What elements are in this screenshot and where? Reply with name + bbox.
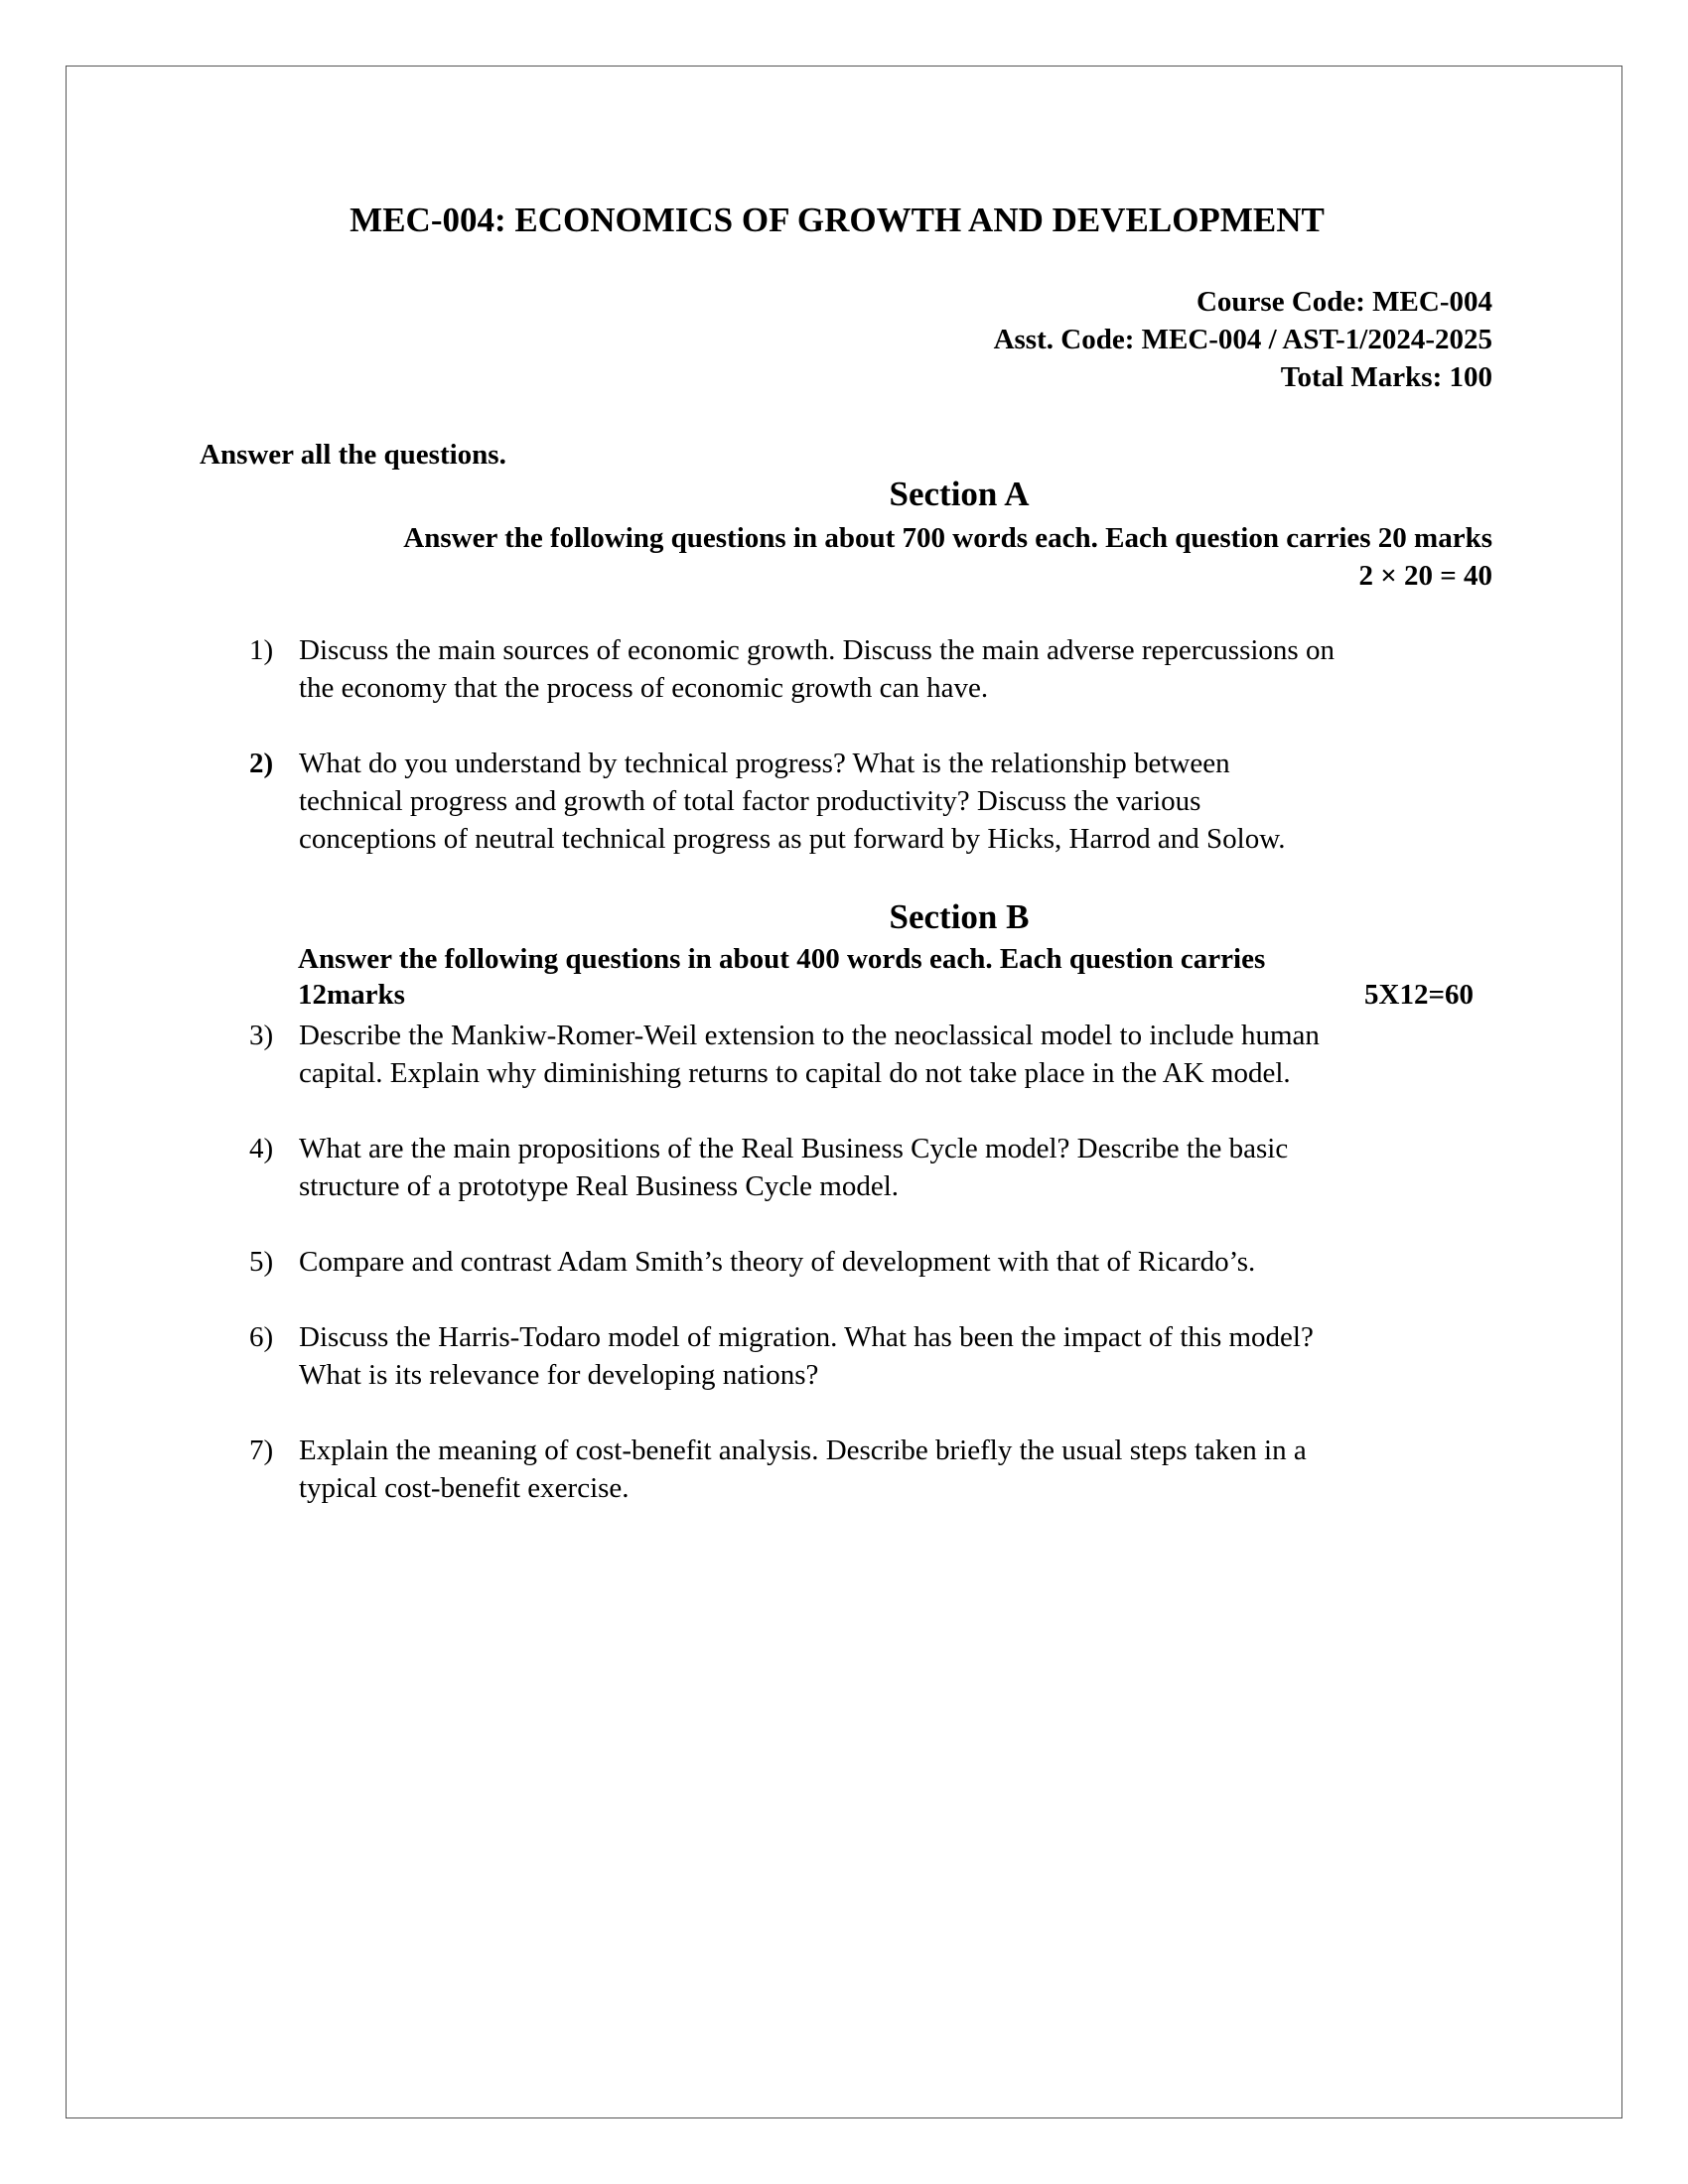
- question-line: What do you understand by technical progress? What is the relationship between: [299, 748, 1230, 779]
- question-text: [299, 1432, 1500, 1507]
- general-instruction: Answer all the questions.: [200, 439, 506, 471]
- section-a-instruction: Answer the following questions in about 700 words each. Each question carries 20 marks: [403, 522, 1492, 554]
- question-7: [249, 1432, 1500, 1507]
- question-3: [249, 1017, 1500, 1092]
- question-line: conceptions of neutral technical progress as put forward by Hicks, Harrod and Solow.: [299, 823, 1286, 855]
- question-line: Discuss the main sources of economic growth. Discuss the main adverse repercussions on: [299, 634, 1335, 666]
- section-a-marks: 2 × 20 = 40: [1358, 560, 1492, 592]
- question-text: [299, 631, 1500, 707]
- question-5: [249, 1243, 1500, 1281]
- section-b-instruction-marks-text: 12marks: [298, 979, 405, 1011]
- document-title: MEC-004: ECONOMICS OF GROWTH AND DEVELOPMENT: [350, 201, 1325, 239]
- section-b-instruction: Answer the following questions in about 400 words each. Each question carries: [298, 943, 1266, 975]
- question-line: Describe the Mankiw-Romer-Weil extension to the neoclassical model to include human: [299, 1020, 1320, 1051]
- question-line: Explain the meaning of cost-benefit analysis. Describe briefly the usual steps taken in a: [299, 1434, 1307, 1466]
- question-line: Compare and contrast Adam Smith’s theory of development with that of Ricardo’s.: [299, 1246, 1256, 1278]
- question-line: What is its relevance for developing nations?: [299, 1359, 819, 1391]
- section-b-instruction-line2: [298, 977, 1474, 1013]
- question-6: [249, 1318, 1500, 1394]
- assignment-meta: [994, 283, 1492, 396]
- question-number: 3): [249, 1020, 274, 1051]
- question-line: capital. Explain why diminishing returns to capital do not take place in the AK model.: [299, 1057, 1291, 1089]
- section-b-marks: 5X12=60: [1364, 979, 1474, 1011]
- course-code: Course Code: MEC-004: [1196, 286, 1492, 318]
- question-number: 1): [249, 634, 274, 666]
- section-b-heading: Section B: [889, 897, 1030, 936]
- question-number: 7): [249, 1434, 274, 1466]
- question-text: [299, 745, 1500, 858]
- question-number: 4): [249, 1133, 274, 1164]
- question-number: 2): [249, 748, 274, 779]
- question-text: [299, 1318, 1500, 1394]
- question-line: typical cost-benefit exercise.: [299, 1472, 630, 1504]
- question-line: the economy that the process of economic growth can have.: [299, 672, 989, 704]
- question-text: [299, 1243, 1500, 1281]
- section-a-heading: Section A: [889, 475, 1030, 513]
- question-line: Discuss the Harris-Todaro model of migration. What has been the impact of this model?: [299, 1321, 1314, 1353]
- question-number: 6): [249, 1321, 274, 1353]
- question-4: [249, 1130, 1500, 1205]
- question-text: [299, 1017, 1500, 1092]
- question-line: technical progress and growth of total factor productivity? Discuss the various: [299, 785, 1201, 817]
- question-2: [249, 745, 1500, 858]
- question-number: 5): [249, 1246, 274, 1278]
- question-line: What are the main propositions of the Real Business Cycle model? Describe the basic: [299, 1133, 1289, 1164]
- question-text: [299, 1130, 1500, 1205]
- question-1: [249, 631, 1500, 707]
- total-marks: Total Marks: 100: [1280, 361, 1492, 393]
- assignment-code: Asst. Code: MEC-004 / AST-1/2024-2025: [993, 324, 1492, 355]
- question-line: structure of a prototype Real Business Cycle model.: [299, 1170, 900, 1202]
